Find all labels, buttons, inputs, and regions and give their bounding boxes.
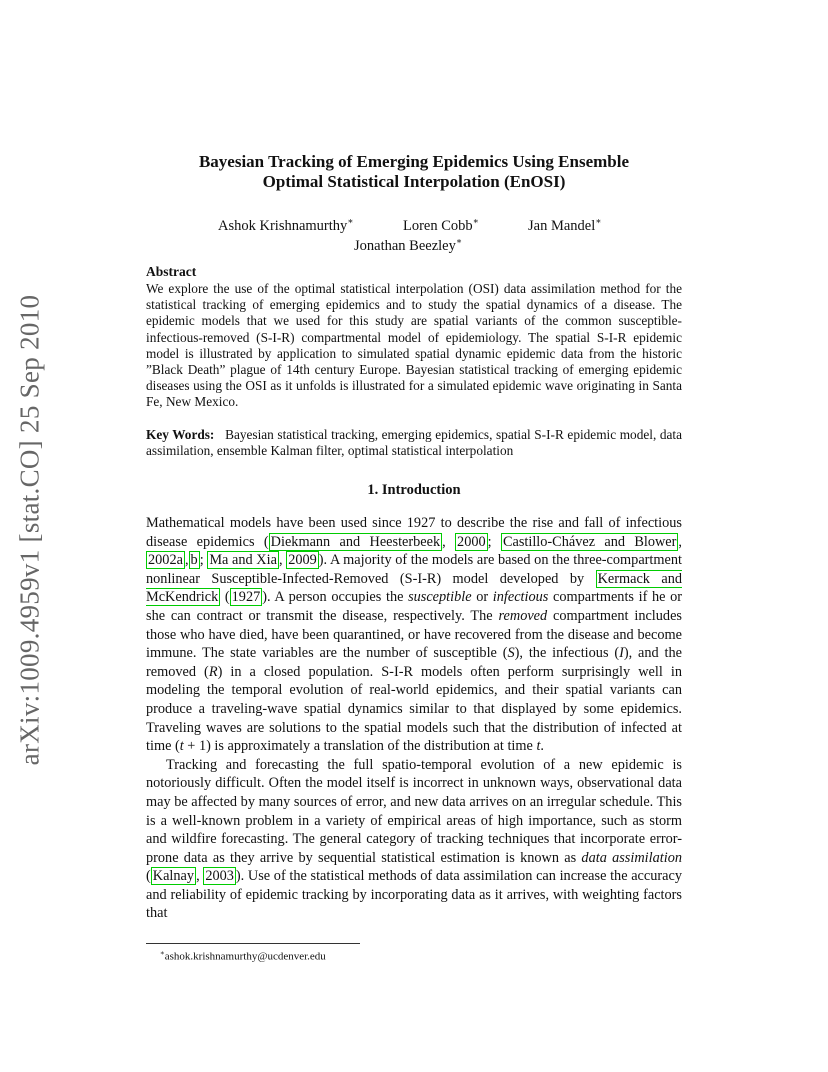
section-heading-introduction: 1. Introduction [367,482,461,498]
introduction-body [146,514,682,923]
abstract-heading: Abstract [146,264,197,279]
keywords-label: Key Words: [146,427,215,442]
author-4: Jonathan Beezley∗ [354,236,462,254]
arxiv-identifier: arXiv:1009.4959v1 [stat.CO] 25 Sep 2010 [14,294,45,766]
citation-link[interactable]: 2003 [205,868,234,885]
citation-link[interactable]: Kermack and McKendrick [146,570,683,606]
citation-link[interactable]: 2000 [457,533,486,550]
keywords [146,427,682,459]
title-line-1: Bayesian Tracking of Emerging Epidemics Using Ensemble [198,152,630,171]
paper-title [146,152,682,192]
citation-link[interactable]: 2002a [148,552,183,569]
footnote-email: ashok.krishnamurthy@ucdenver.edu [164,950,326,963]
citation-link[interactable]: Diekmann and Heesterbeek [270,533,441,550]
footnote-rule [146,943,360,944]
citation-link[interactable]: Castillo-Chávez and Blower [502,533,677,550]
title-line-2: Optimal Statistical Interpolation (EnOSI) [262,172,566,191]
citation-link[interactable]: b [190,552,198,569]
author-3: Jan Mandel∗ [528,216,602,234]
citation-link[interactable]: Kalnay [152,868,195,885]
keywords-text: Bayesian statistical tracking, emerging epidemics, spatial S-I-R epidemic model, data assimilation, ensemble Kalman filter, optimal statistical interpolation [146,427,682,459]
paragraph-1: Mathematical models have been used since 1927 to describe the rise and fall of infectious disease epidemics ( Diekmann and Heesterbeek , 2000 ; Castillo-Chávez and Blower , 2002a , b ; Ma and Xia , 2009 ). A majority of the models are based on the three-compartment nonlinear Susceptible-Infected-Removed (S-I-R) model developed by Kermack and McKendrick ( 1927 ). A person occupies the susceptible or infectious compartments if he or she can contract or transmit the disease, respectively. The removed compartment includes those who have died, have been quarantined, or have recovered from the disease and become immune. The state variables are the number of susceptible (S), the infectious (I), and the removed (R) in a closed population. S-I-R models often perform surprisingly well in modeling the temporal evolution of real-world epidemics, and their spatial variants can produce a traveling-wave spatial dynamics similar to that displayed by some epidemics. Traveling waves are solutions to the spatial models such that the distribution of infected at time (t + 1) is approximately a translation of the distribution at time t. [146,515,683,755]
citation-link[interactable]: 2009 [288,552,317,569]
arxiv-sidebar [10,290,50,770]
author-1: Ashok Krishnamurthy∗ [218,216,354,234]
paragraph-2: Tracking and forecasting the full spatio-temporal evolution of a new epidemic is notoriously difficult. Often the model itself is incorrect in unknown ways, observational data may be affected by many sources of error, and new data arrives on an irregular schedule. This is a well-known problem in a variety of empirical areas of high importance, such as storm and wildfire forecasting. The general category of tracking techniques that incorporate error-prone data as they arrive by sequential statistical estimation is known as data assimilation ( Kalnay , 2003 ). Use of the statistical methods of data assimilation can increase the accuracy and reliability of epidemic tracking by incorporating data as it arrives, with weighting factors that [146,756,682,922]
author-2: Loren Cobb∗ [403,216,479,234]
footnote: ∗ashok.krishnamurthy@ucdenver.edu [160,949,326,963]
abstract-text: We explore the use of the optimal statistical interpolation (OSI) data assimilation method for the statistical tracking of emerging epidemics and to study the spatial dynamics of a disease. The epidemic models that we used for this study are spatial variants of the common susceptible-infectious-removed (S-I-R) compartmental model of epidemiology. The spatial S-I-R epidemic model is illustrated by application to simulated spatial dynamic epidemic data from the historic ”Black Death” plague of 14th century Europe. Bayesian statistical tracking of emerging epidemic diseases using the OSI as it unfolds is illustrated for a simulated epidemic wave originating in Santa Fe, New Mexico. [146,281,682,410]
citation-link[interactable]: 1927 [231,589,261,606]
citation-link[interactable]: Ma and Xia [209,552,277,569]
